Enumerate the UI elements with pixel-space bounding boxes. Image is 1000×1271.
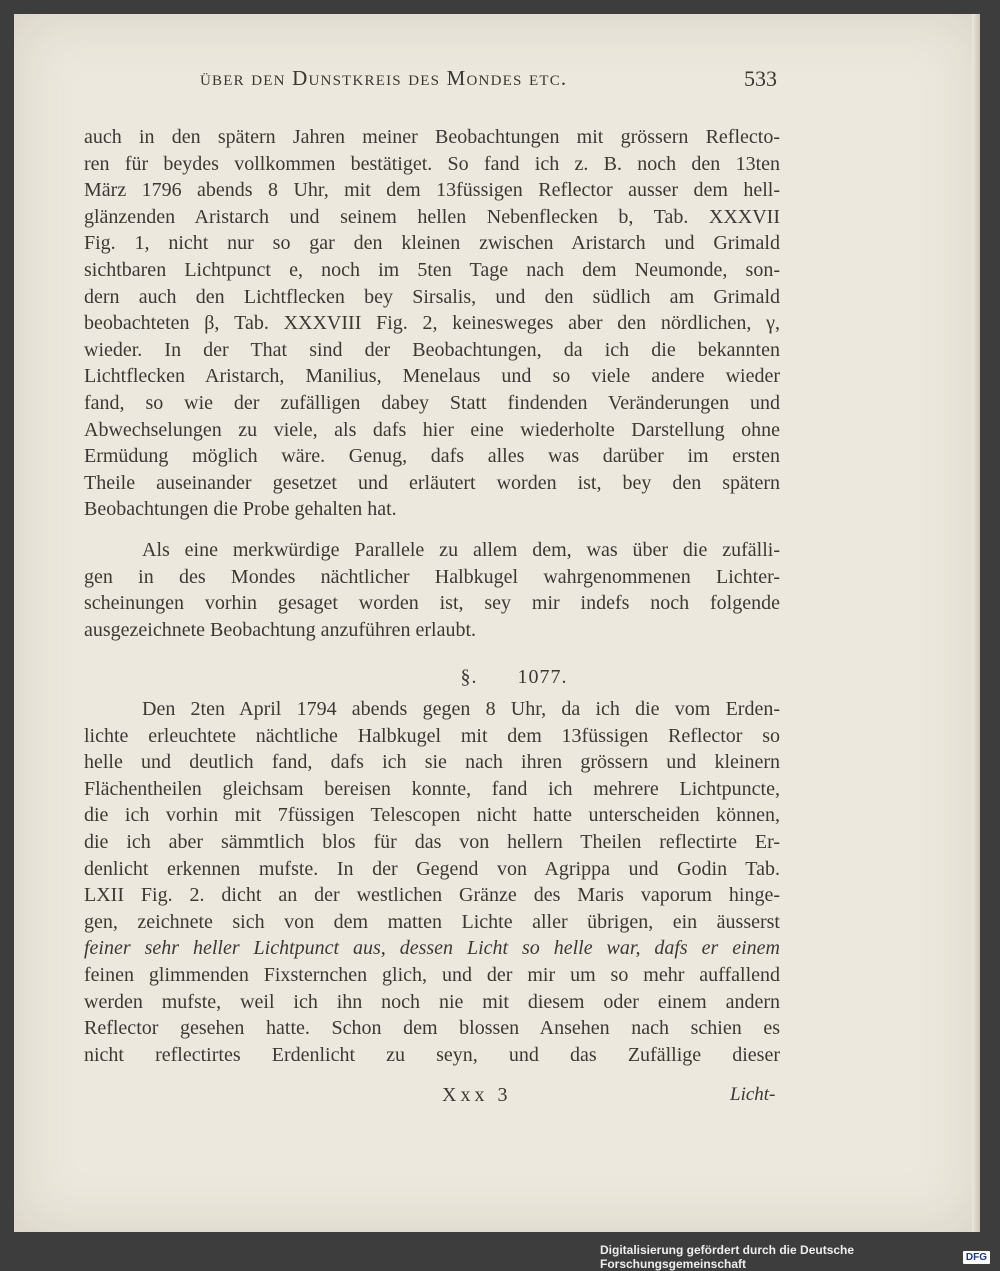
text-line: Theile auseinander gesetzet und erläutert worden ist, bey den spätern: [84, 471, 780, 494]
section-symbol: §.: [460, 666, 478, 688]
running-header: über den Dunstkreis des Mondes etc.: [200, 66, 568, 90]
text-line: Lichtflecken Aristarch, Manilius, Menelaus und so viele andere wieder: [84, 365, 780, 388]
text-line: dern auch den Lichtflecken bey Sirsalis, und den südlich am Grimald: [84, 285, 780, 308]
digitization-credit-bar: [600, 1243, 990, 1271]
printer-signature: Xxx 3: [442, 1084, 512, 1106]
text-line: gen in des Mondes nächtlicher Halbkugel wahrgenommenen Lichter-: [84, 565, 780, 588]
text-line: LXII Fig. 2. dicht an der westlichen Gränze des Maris vaporum hinge-: [84, 884, 780, 907]
text-line: auch in den spätern Jahren meiner Beobachtungen mit grössern Reflecto-: [84, 126, 780, 148]
text-line: Flächentheilen gleichsam bereisen konnte, fand ich mehrere Lichtpuncte,: [84, 777, 780, 800]
text-line: Reflector gesehen hatte. Schon dem blossen Ansehen nach schien es: [84, 1017, 780, 1040]
text-line: ren für beydes vollkommen bestätiget. So fand ich z. B. noch den 13ten: [84, 152, 780, 175]
paragraph-1: [84, 124, 780, 523]
page-edge-shadow: [972, 14, 980, 1232]
section-heading: [14, 666, 980, 689]
text-line: nicht reflectirtes Erdenlicht zu seyn, und das Zufällige dieser: [84, 1043, 780, 1066]
dfg-logo-icon: DFG: [963, 1251, 990, 1264]
text-line: die ich vorhin mit 7füssigen Telescopen nicht hatte unterscheiden können,: [84, 804, 780, 827]
text-line: glänzenden Aristarch und seinem hellen Nebenflecken b, Tab. XXXVII: [84, 205, 780, 228]
text-line: Abwechselungen zu viele, als dafs hier eine wiederholte Darstellung ohne: [84, 418, 780, 441]
text-line: sichtbaren Lichtpunct e, noch im 5ten Tage nach dem Neumonde, son-: [84, 258, 780, 281]
text-line: Ermüdung möglich wäre. Genug, dafs alles was darüber im ersten: [84, 445, 780, 468]
text-line: helle und deutlich fand, dafs ich sie nach ihren grössern und kleinern: [84, 751, 780, 774]
text-line: gen, zeichnete sich von dem matten Lichte aller übrigen, ein äusserst: [84, 910, 780, 933]
text-line: wieder. In der That sind der Beobachtungen, da ich die bekannten: [84, 338, 780, 361]
section-number: 1077.: [517, 666, 568, 688]
text-line: Fig. 1, nicht nur so gar den kleinen zwischen Aristarch und Grimald: [84, 232, 780, 255]
text-line: lichte erleuchtete nächtliche Halbkugel mit dem 13füssigen Reflector so: [84, 724, 780, 747]
text-line: ausgezeichnete Beobachtung anzuführen erlaubt.: [84, 618, 477, 641]
catchword: Licht-: [730, 1084, 776, 1105]
text-line: beobachteten β, Tab. XXXVIII Fig. 2, keinesweges aber den nördlichen, γ,: [84, 312, 780, 335]
text-line: werden mufste, weil ich ihn noch nie mit diesem oder einem andern: [84, 990, 780, 1013]
paragraph-2: [84, 537, 780, 643]
credit-text: Digitalisierung gefördert durch die Deutsche Forschungsgemeinschaft: [600, 1243, 855, 1271]
paragraph-3: [84, 696, 780, 1068]
page-number: 533: [744, 66, 777, 91]
text-line: Beobachtungen die Probe gehalten hat.: [84, 498, 397, 521]
text-line: fand, so wie der zufälligen dabey Statt findenden Veränderungen und: [84, 391, 780, 414]
text-line: Den 2ten April 1794 abends gegen 8 Uhr, da ich die vom Erden-: [142, 698, 780, 720]
text-line: die ich aber sämmtlich blos für das von hellern Theilen reflectirte Er-: [84, 830, 780, 853]
text-line: scheinungen vorhin gesaget worden ist, sey mir indefs noch folgende: [84, 592, 780, 615]
text-line: denlicht erkennen mufste. In der Gegend von Agrippa und Godin Tab.: [84, 857, 780, 880]
text-line: feiner sehr heller Lichtpunct aus, dessen Licht so helle war, dafs er einem: [84, 937, 780, 960]
text-line: März 1796 abends 8 Uhr, mit dem 13füssigen Reflector ausser dem hell-: [84, 179, 780, 202]
book-page: [14, 14, 980, 1232]
text-line: Als eine merkwürdige Parallele zu allem dem, was über die zufälli-: [142, 539, 780, 561]
text-line: feinen glimmenden Fixsternchen glich, und der mir um so mehr auffallend: [84, 963, 780, 986]
